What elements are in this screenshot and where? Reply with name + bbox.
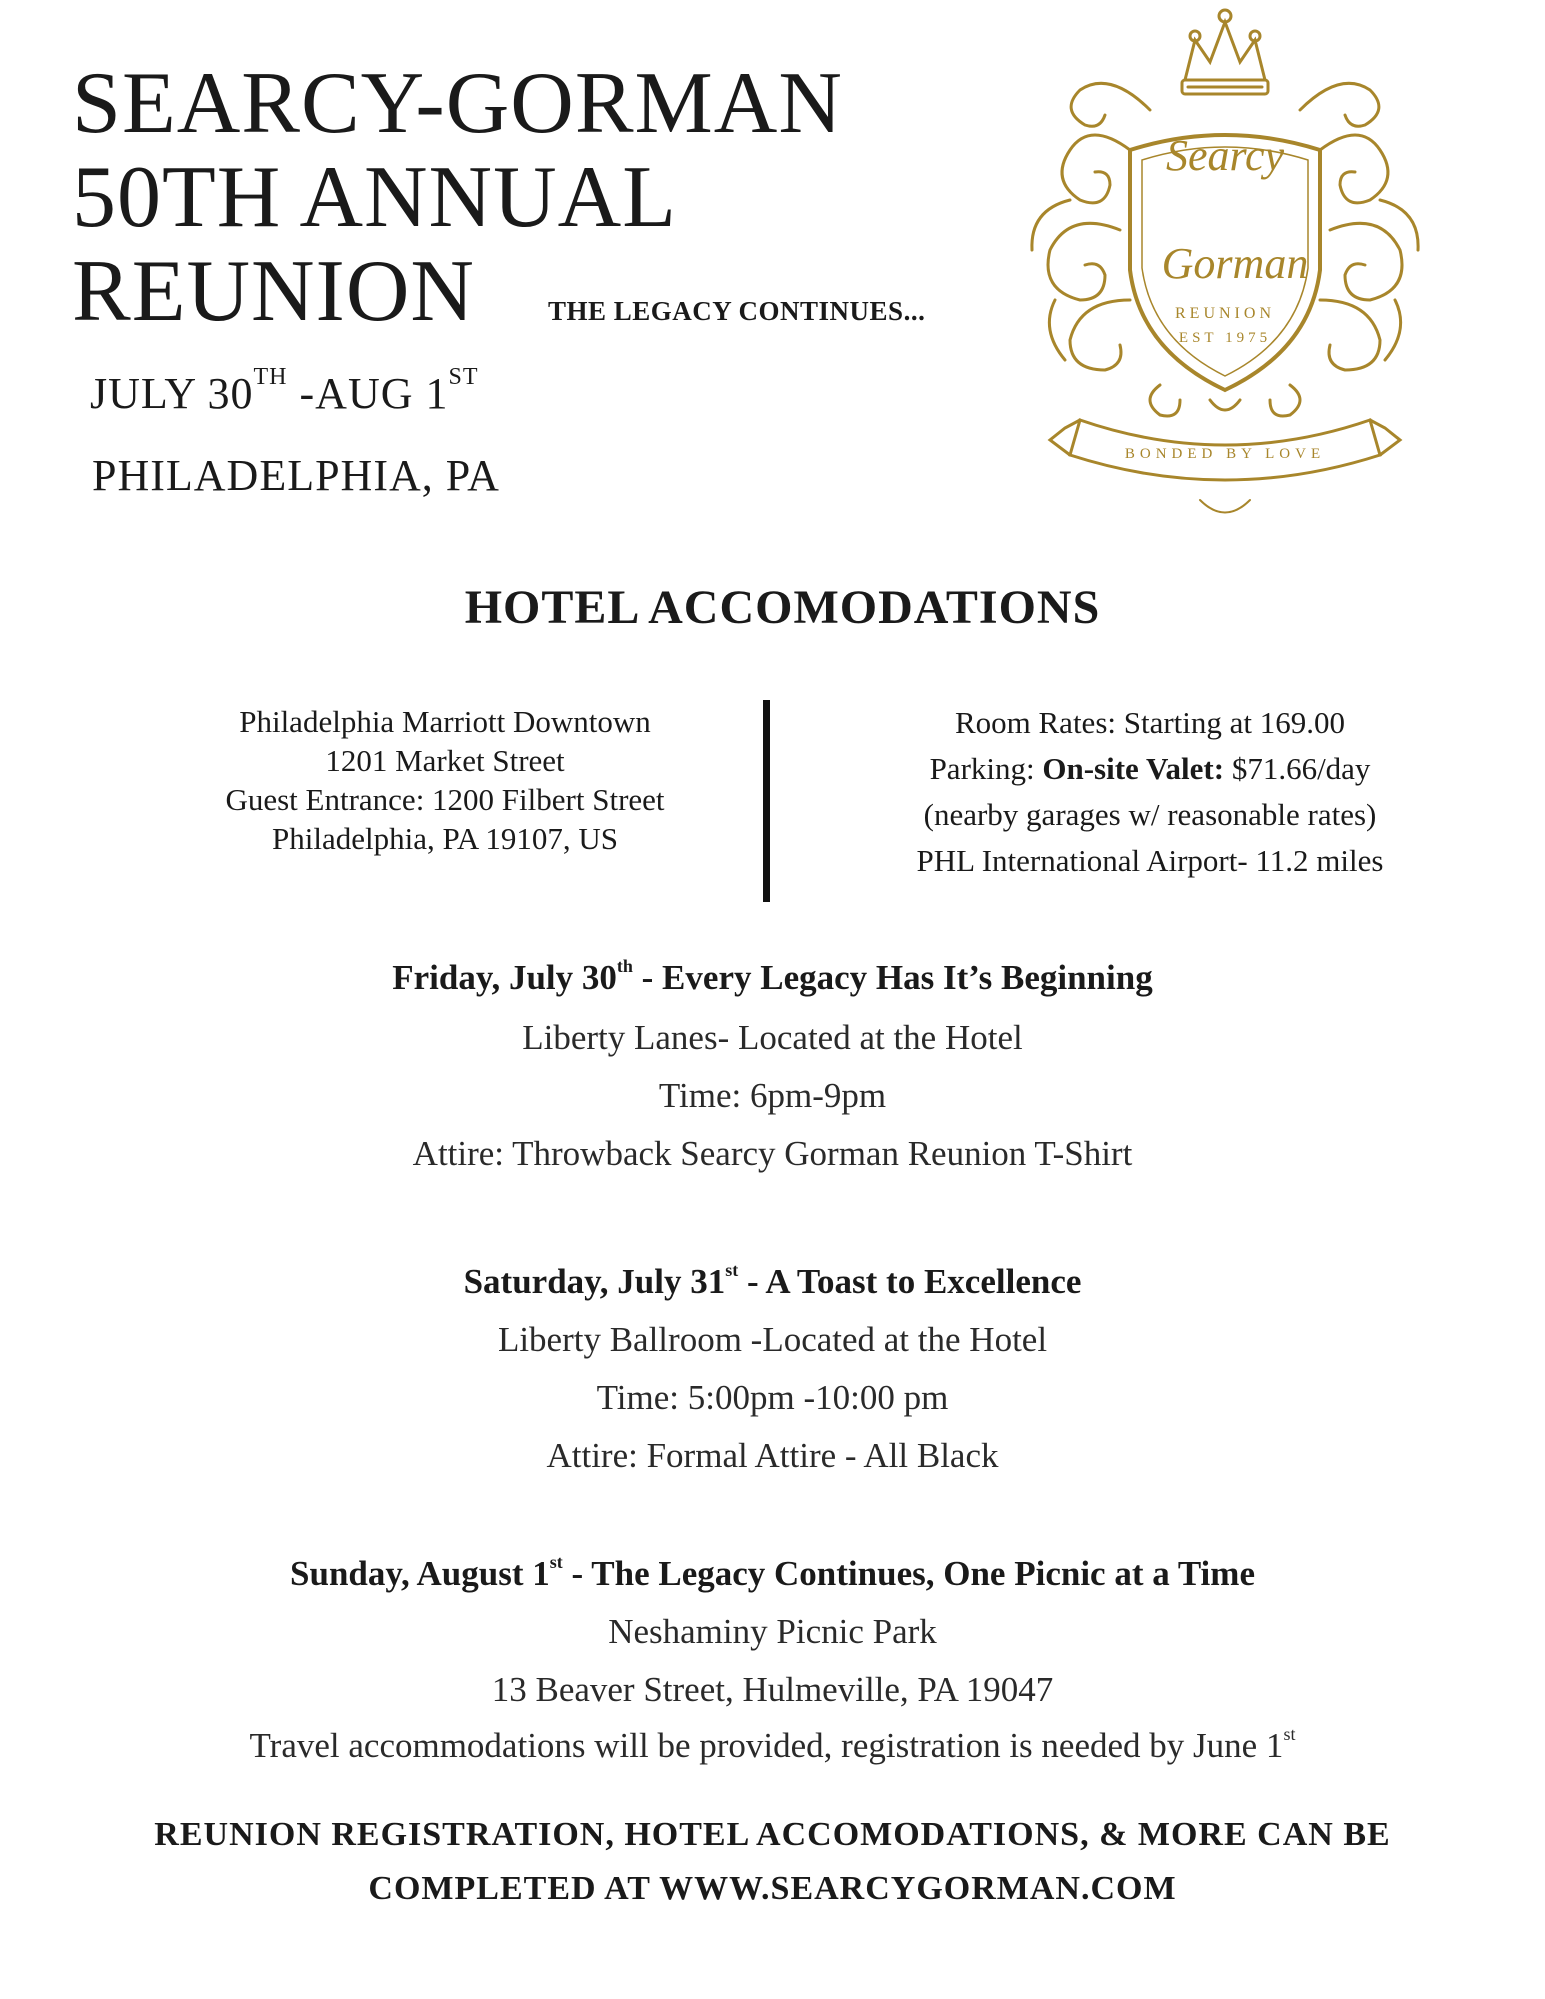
crest-reunion: REUNION (1175, 305, 1275, 322)
sunday-title: - The Legacy Continues, One Picnic at a Time (562, 1554, 1255, 1593)
column-divider (763, 700, 770, 902)
room-rates: Room Rates: Starting at 169.00 (954, 705, 1346, 740)
sunday-date: Sunday, August 1 (290, 1554, 550, 1593)
hotel-heading: HOTEL ACCOMODATIONS (464, 581, 1101, 634)
hotel-details (800, 700, 1500, 884)
saturday-title: - A Toast to Excellence (738, 1262, 1082, 1301)
saturday-time: Time: 5:00pm -10:00 pm (596, 1378, 949, 1417)
sunday-travel-text: Travel accommodations will be provided, registration is needed by June 1 (249, 1726, 1284, 1765)
parking-label: Parking: (929, 751, 1043, 786)
airport-distance: PHL International Airport- 11.2 miles (916, 843, 1384, 878)
title-line-1: SEARCY-GORMAN (72, 55, 843, 152)
sunday-address: 13 Beaver Street, Hulmeville, PA 19047 (491, 1670, 1054, 1709)
event-location: PHILADELPHIA, PA (92, 451, 500, 500)
crest-banner-text: BONDED BY LOVE (1124, 446, 1326, 462)
footer-line-2: COMPLETED AT WWW.SEARCYGORMAN.COM (368, 1870, 1177, 1907)
dates-end-sup: ST (448, 364, 479, 390)
title-line-3: REUNION (72, 243, 475, 340)
saturday-venue: Liberty Ballroom -Located at the Hotel (497, 1320, 1048, 1359)
sunday-date-sup: st (549, 1552, 563, 1572)
hotel-name: Philadelphia Marriott Downtown (239, 704, 651, 739)
parking-price: $71.66/day (1224, 751, 1371, 786)
parking-note: (nearby garages w/ reasonable rates) (923, 797, 1377, 832)
saturday-date: Saturday, July 31 (463, 1262, 726, 1301)
friday-title: - Every Legacy Has It’s Beginning (632, 958, 1153, 997)
saturday-date-sup: st (725, 1260, 739, 1280)
crest-name-line-2: Gorman (1161, 239, 1309, 288)
dates-start: JULY 30 (90, 369, 254, 418)
parking-info (800, 746, 1500, 792)
title-line-2: 50TH ANNUAL (72, 149, 677, 246)
friday-time: Time: 6pm-9pm (658, 1076, 887, 1115)
hotel-guest-entrance: Guest Entrance: 1200 Filbert Street (225, 782, 665, 817)
parking-valet: On-site Valet: (1042, 751, 1225, 786)
sunday-venue: Neshaminy Picnic Park (608, 1612, 937, 1651)
friday-date-sup: th (616, 956, 633, 976)
friday-heading (0, 958, 1545, 998)
friday-venue: Liberty Lanes- Located at the Hotel (522, 1018, 1023, 1057)
friday-date: Friday, July 30 (392, 958, 617, 997)
hotel-street: 1201 Market Street (325, 743, 565, 778)
sunday-heading (0, 1554, 1545, 1594)
crest-logo (1010, 0, 1420, 530)
hotel-city: Philadelphia, PA 19107, US (272, 821, 618, 856)
dates-start-sup: TH (253, 364, 288, 390)
sunday-travel-sup: st (1283, 1724, 1296, 1744)
dates-end: -AUG 1 (287, 369, 449, 418)
tagline: THE LEGACY CONTINUES... (548, 296, 926, 326)
saturday-heading (0, 1262, 1545, 1302)
footer-line-1: REUNION REGISTRATION, HOTEL ACCOMODATIONS, & MORE CAN BE (154, 1816, 1391, 1853)
crest-est: EST 1975 (1178, 330, 1272, 346)
friday-attire: Attire: Throwback Searcy Gorman Reunion T-Shirt (412, 1134, 1133, 1173)
hotel-address (150, 702, 740, 858)
sunday-travel (0, 1726, 1545, 1766)
crest-name-line-1: Searcy (1165, 131, 1285, 180)
event-dates (90, 364, 479, 419)
saturday-attire: Attire: Formal Attire - All Black (546, 1436, 999, 1475)
